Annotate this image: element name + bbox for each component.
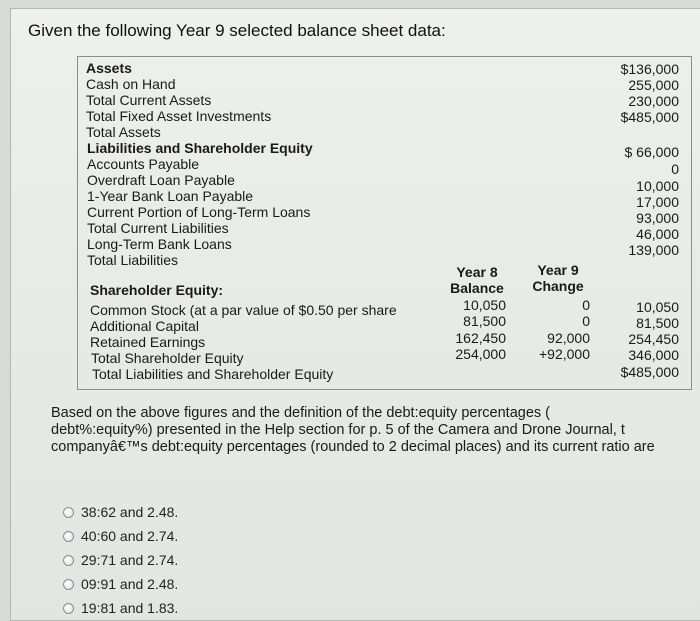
row-label: Additional Capital bbox=[90, 318, 199, 334]
col-header-year8: Year 8 bbox=[456, 264, 498, 280]
year9-value: 254,450 bbox=[628, 331, 679, 347]
radio-button[interactable] bbox=[63, 507, 74, 518]
row-label: Overdraft Loan Payable bbox=[87, 172, 235, 188]
equity-heading: Shareholder Equity: bbox=[90, 282, 224, 298]
radio-button[interactable] bbox=[63, 603, 74, 614]
row-value: 10,000 bbox=[636, 178, 679, 194]
balance-sheet-table bbox=[77, 56, 692, 390]
row-value: 255,000 bbox=[628, 77, 679, 93]
row-value: 0 bbox=[671, 161, 679, 177]
answer-option[interactable] bbox=[63, 576, 178, 592]
year9-value: 346,000 bbox=[628, 347, 679, 363]
year8-value: 254,000 bbox=[455, 346, 506, 362]
row-label: Long-Term Bank Loans bbox=[87, 236, 232, 252]
liabilities-heading: Liabilities and Shareholder Equity bbox=[87, 140, 313, 156]
year8-value: 10,050 bbox=[463, 297, 506, 313]
change-value: +92,000 bbox=[539, 346, 590, 362]
answer-option[interactable] bbox=[63, 552, 178, 568]
question-line: debt%:equity%) presented in the Help section for p. 5 of the Camera and Drone Journal, t bbox=[51, 422, 625, 438]
row-label: Current Portion of Long-Term Loans bbox=[87, 204, 311, 220]
row-value: $136,000 bbox=[620, 61, 679, 77]
radio-button[interactable] bbox=[63, 555, 74, 566]
radio-button[interactable] bbox=[63, 579, 74, 590]
col-header-year8-sub: Balance bbox=[450, 280, 504, 296]
row-value: $485,000 bbox=[620, 109, 679, 125]
answer-option-label: 38:62 and 2.48. bbox=[81, 504, 179, 520]
row-label: Total Liabilities bbox=[87, 252, 179, 268]
assets-heading: Assets bbox=[86, 60, 132, 76]
year9-value: 81,500 bbox=[636, 315, 679, 331]
change-value: 92,000 bbox=[547, 330, 590, 346]
question-text bbox=[51, 405, 700, 456]
answer-option[interactable] bbox=[63, 528, 178, 544]
page-title: Given the following Year 9 selected balance sheet data: bbox=[28, 21, 446, 40]
col-header-change-sub: Change bbox=[532, 278, 584, 294]
answer-option-label: 29:71 and 2.74. bbox=[81, 552, 179, 568]
row-label: Total Shareholder Equity bbox=[91, 350, 244, 366]
question-line: companyâ€™s debt:equity percentages (rounded to 2 decimal places) and its current ratio are bbox=[51, 439, 655, 455]
change-value: 0 bbox=[582, 297, 590, 313]
change-value: 0 bbox=[582, 313, 590, 329]
answer-option[interactable] bbox=[63, 504, 178, 520]
year8-value: 81,500 bbox=[463, 313, 506, 329]
row-value: 139,000 bbox=[628, 242, 679, 258]
row-label: Total Assets bbox=[86, 124, 161, 140]
row-label: Accounts Payable bbox=[87, 156, 200, 172]
year8-value: 162,450 bbox=[455, 330, 506, 346]
question-page bbox=[10, 8, 700, 621]
row-label: Total Fixed Asset Investments bbox=[86, 108, 272, 124]
answer-option-label: 09:91 and 2.48. bbox=[81, 576, 179, 592]
row-label: Retained Earnings bbox=[90, 334, 206, 350]
answer-option[interactable] bbox=[63, 600, 178, 616]
row-label: Common Stock (at a par value of $0.50 per share bbox=[90, 302, 397, 318]
row-label: Cash on Hand bbox=[86, 76, 176, 92]
row-value: 230,000 bbox=[628, 93, 679, 109]
row-value: 46,000 bbox=[636, 226, 679, 242]
year9-value: 10,050 bbox=[636, 299, 679, 315]
row-label: Total Liabilities and Shareholder Equity bbox=[92, 366, 334, 382]
radio-button[interactable] bbox=[63, 531, 74, 542]
question-line: Based on the above figures and the definition of the debt:equity percentages ( bbox=[51, 405, 550, 421]
row-label: 1-Year Bank Loan Payable bbox=[87, 188, 254, 204]
year9-value: $485,000 bbox=[620, 364, 679, 380]
col-header-change: Year 9 bbox=[537, 262, 579, 278]
row-label: Total Current Assets bbox=[86, 92, 212, 108]
row-value: 93,000 bbox=[636, 210, 679, 226]
row-value: 17,000 bbox=[636, 194, 679, 210]
row-value: $ 66,000 bbox=[624, 144, 679, 160]
row-label: Total Current Liabilities bbox=[87, 220, 229, 236]
answer-option-label: 40:60 and 2.74. bbox=[81, 528, 179, 544]
answer-option-label: 19:81 and 1.83. bbox=[81, 600, 179, 616]
